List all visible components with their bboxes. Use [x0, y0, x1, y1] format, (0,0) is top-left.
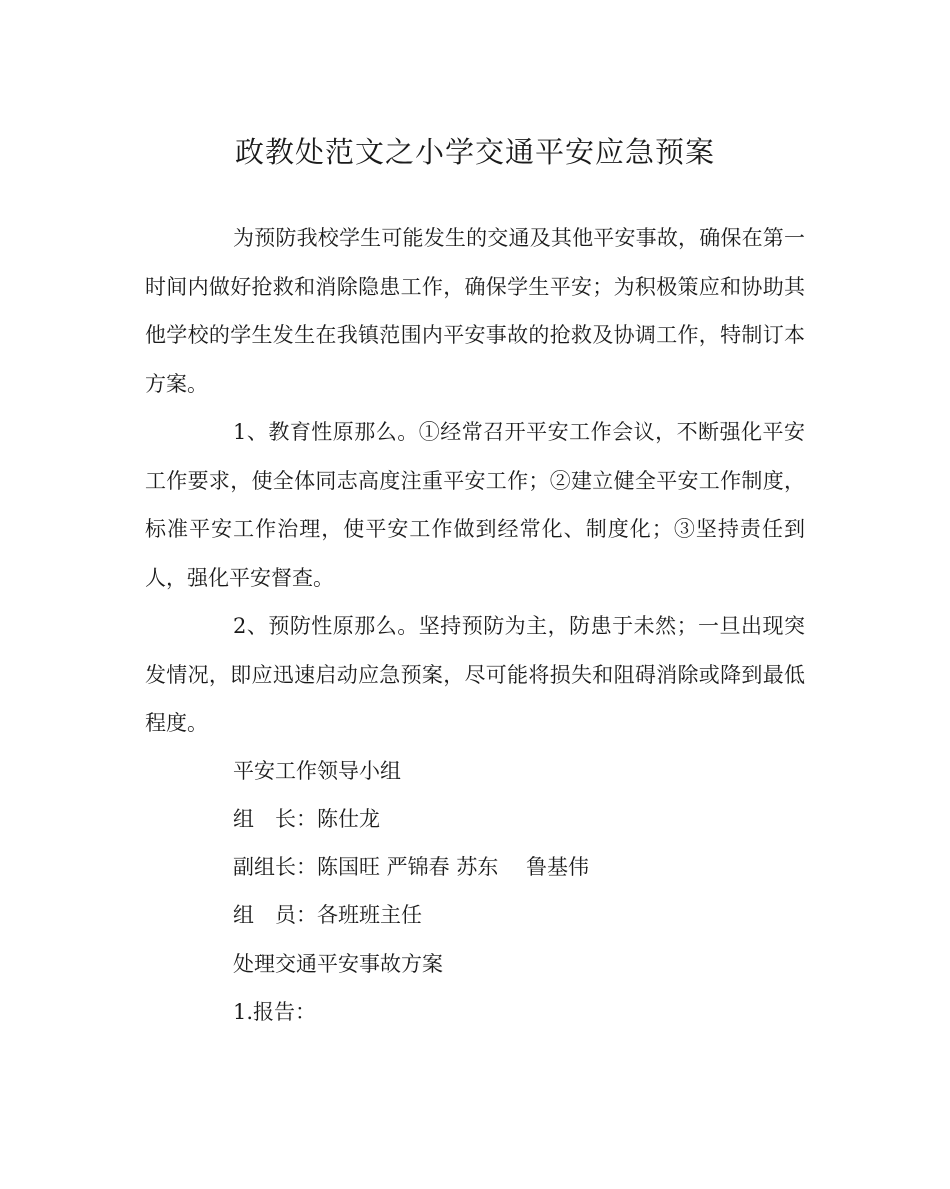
member-line: 组 员：各班班主任	[233, 903, 422, 927]
intro-paragraph: 为预防我校学生可能发生的交通及其他平安事故，确保在第一时间内做好抢救和消除隐患工作，确保学生平安；为积极策应和协助其他学校的学生发生在我镇范围内平安事故的抢救及协调工作，特制订本方案。	[145, 226, 805, 396]
document-title: 政教处范文之小学交通平安应急预案	[234, 135, 715, 169]
plan-heading: 处理交通平安事故方案	[233, 952, 443, 976]
step-1-heading: 1.报告：	[233, 1000, 317, 1024]
group-heading: 平安工作领导小组	[233, 759, 401, 783]
prevention-principle-paragraph: 2、预防性原那么。坚持预防为主，防患于未然；一旦出现突发情况，即应迅速启动应急预案，尽可能将损失和阻碍消除或降到最低程度。	[145, 614, 805, 735]
leader-line: 组 长：陈仕龙	[233, 807, 380, 831]
education-principle-paragraph: 1、教育性原那么。①经常召开平安工作会议，不断强化平安工作要求，使全体同志高度注重平安工作；②建立健全平安工作制度，标准平安工作治理，使平安工作做到经常化、制度化；③坚持责任到人，强化平安督查。	[145, 420, 805, 590]
deputy-line: 副组长：陈国旺 严锦春 苏东 鲁基伟	[233, 855, 590, 879]
